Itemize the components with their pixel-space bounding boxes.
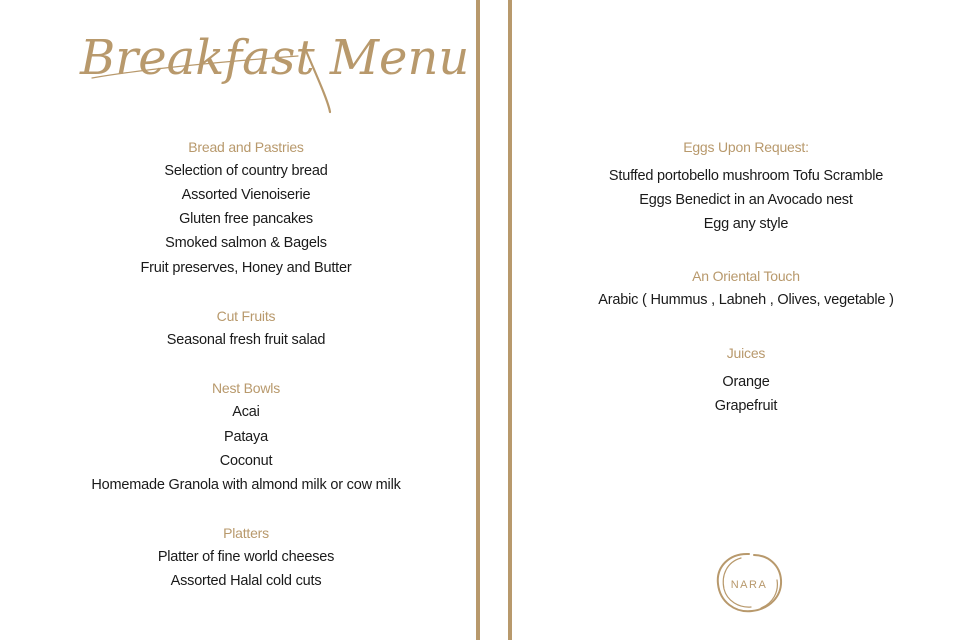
nara-logo: [711, 550, 787, 616]
menu-item: Egg any style: [703, 216, 789, 232]
menu-item: Coconut: [219, 453, 273, 469]
section-heading-platters: Platters: [223, 525, 269, 541]
menu-title: [78, 16, 470, 116]
section-heading-nest-bowls: Nest Bowls: [211, 380, 281, 396]
menu-item: Pataya: [224, 429, 268, 445]
section-heading-bread-pastries: Bread and Pastries: [188, 139, 304, 155]
menu-item: Grapefruit: [714, 398, 778, 414]
menu-item: Gluten free pancakes: [179, 211, 313, 227]
menu-title-text: Breakfast Menu: [80, 30, 470, 86]
menu-item: Smoked salmon & Bagels: [165, 235, 327, 251]
menu-item: Stuffed portobello mushroom Tofu Scramble: [608, 168, 884, 184]
menu-item: Platter of fine world cheeses: [157, 549, 335, 565]
menu-item: Homemade Granola with almond milk or cow milk: [91, 477, 401, 493]
menu-item: Acai: [232, 404, 260, 420]
right-menu-column: [512, 0, 980, 640]
menu-item: Orange: [722, 374, 770, 390]
section-heading-cut-fruits: Cut Fruits: [216, 308, 276, 324]
nara-logo-mark: [711, 550, 787, 616]
menu-item: Arabic ( Hummus , Labneh , Olives, vegetable ): [598, 292, 894, 308]
menu-item: Selection of country bread: [164, 163, 328, 179]
section-heading-eggs: Eggs Upon Request:: [683, 139, 809, 155]
menu-item: Assorted Halal cold cuts: [170, 573, 322, 589]
section-heading-oriental: An Oriental Touch: [692, 268, 800, 284]
menu-item: Assorted Vienoiserie: [181, 187, 311, 203]
menu-item: Seasonal fresh fruit salad: [166, 332, 326, 348]
menu-item: Fruit preserves, Honey and Butter: [140, 260, 352, 276]
logo-text: NARA: [730, 579, 768, 591]
menu-item: Eggs Benedict in an Avocado nest: [639, 192, 853, 208]
section-heading-juices: Juices: [726, 345, 766, 361]
menu-title-script: [78, 16, 470, 116]
